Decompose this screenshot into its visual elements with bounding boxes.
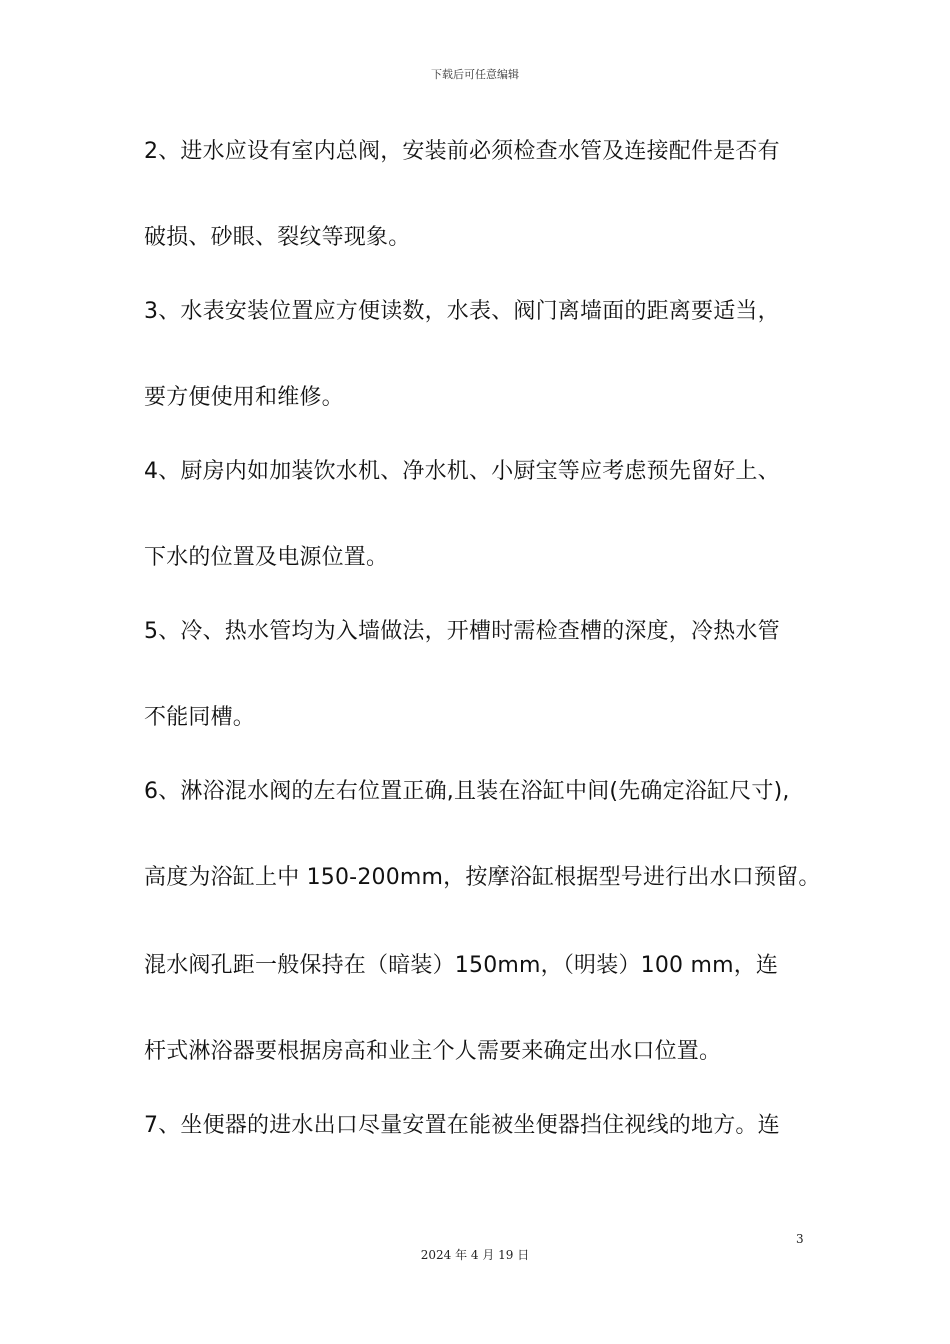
- body-line: 3、水表安装位置应方便读数，水表、阀门离墙面的距离要适当，: [144, 299, 780, 324]
- body-line: 不能同槽。: [144, 705, 256, 730]
- body-line: 5、冷、热水管均为入墙做法，开槽时需检查槽的深度，冷热水管: [144, 619, 780, 644]
- page-header: 下载后可任意编辑: [431, 68, 519, 81]
- body-line: 2、进水应设有室内总阀，安装前必须检查水管及连接配件是否有: [144, 139, 780, 164]
- body-line: 4、厨房内如加装饮水机、净水机、小厨宝等应考虑预先留好上、: [144, 459, 780, 484]
- body-line: 破损、砂眼、裂纹等现象。: [144, 225, 411, 250]
- body-line: 杆式淋浴器要根据房高和业主个人需要来确定出水口位置。: [144, 1039, 722, 1064]
- body-line: 6、淋浴混水阀的左右位置正确,且装在浴缸中间(先确定浴缸尺寸),: [144, 779, 790, 804]
- footer-date: 2024 年 4 月 19 日: [420, 1248, 530, 1262]
- page-number: 3: [796, 1232, 804, 1246]
- body-line: 混水阀孔距一般保持在（暗装）150mm，（明装）100 mm，连: [144, 953, 779, 978]
- body-line: 高度为浴缸上中 150-200mm，按摩浴缸根据型号进行出水口预留。: [144, 865, 821, 890]
- body-line: 7、坐便器的进水出口尽量安置在能被坐便器挡住视线的地方。连: [144, 1113, 780, 1138]
- body-line: 要方便使用和维修。: [144, 385, 344, 410]
- body-line: 下水的位置及电源位置。: [144, 545, 389, 570]
